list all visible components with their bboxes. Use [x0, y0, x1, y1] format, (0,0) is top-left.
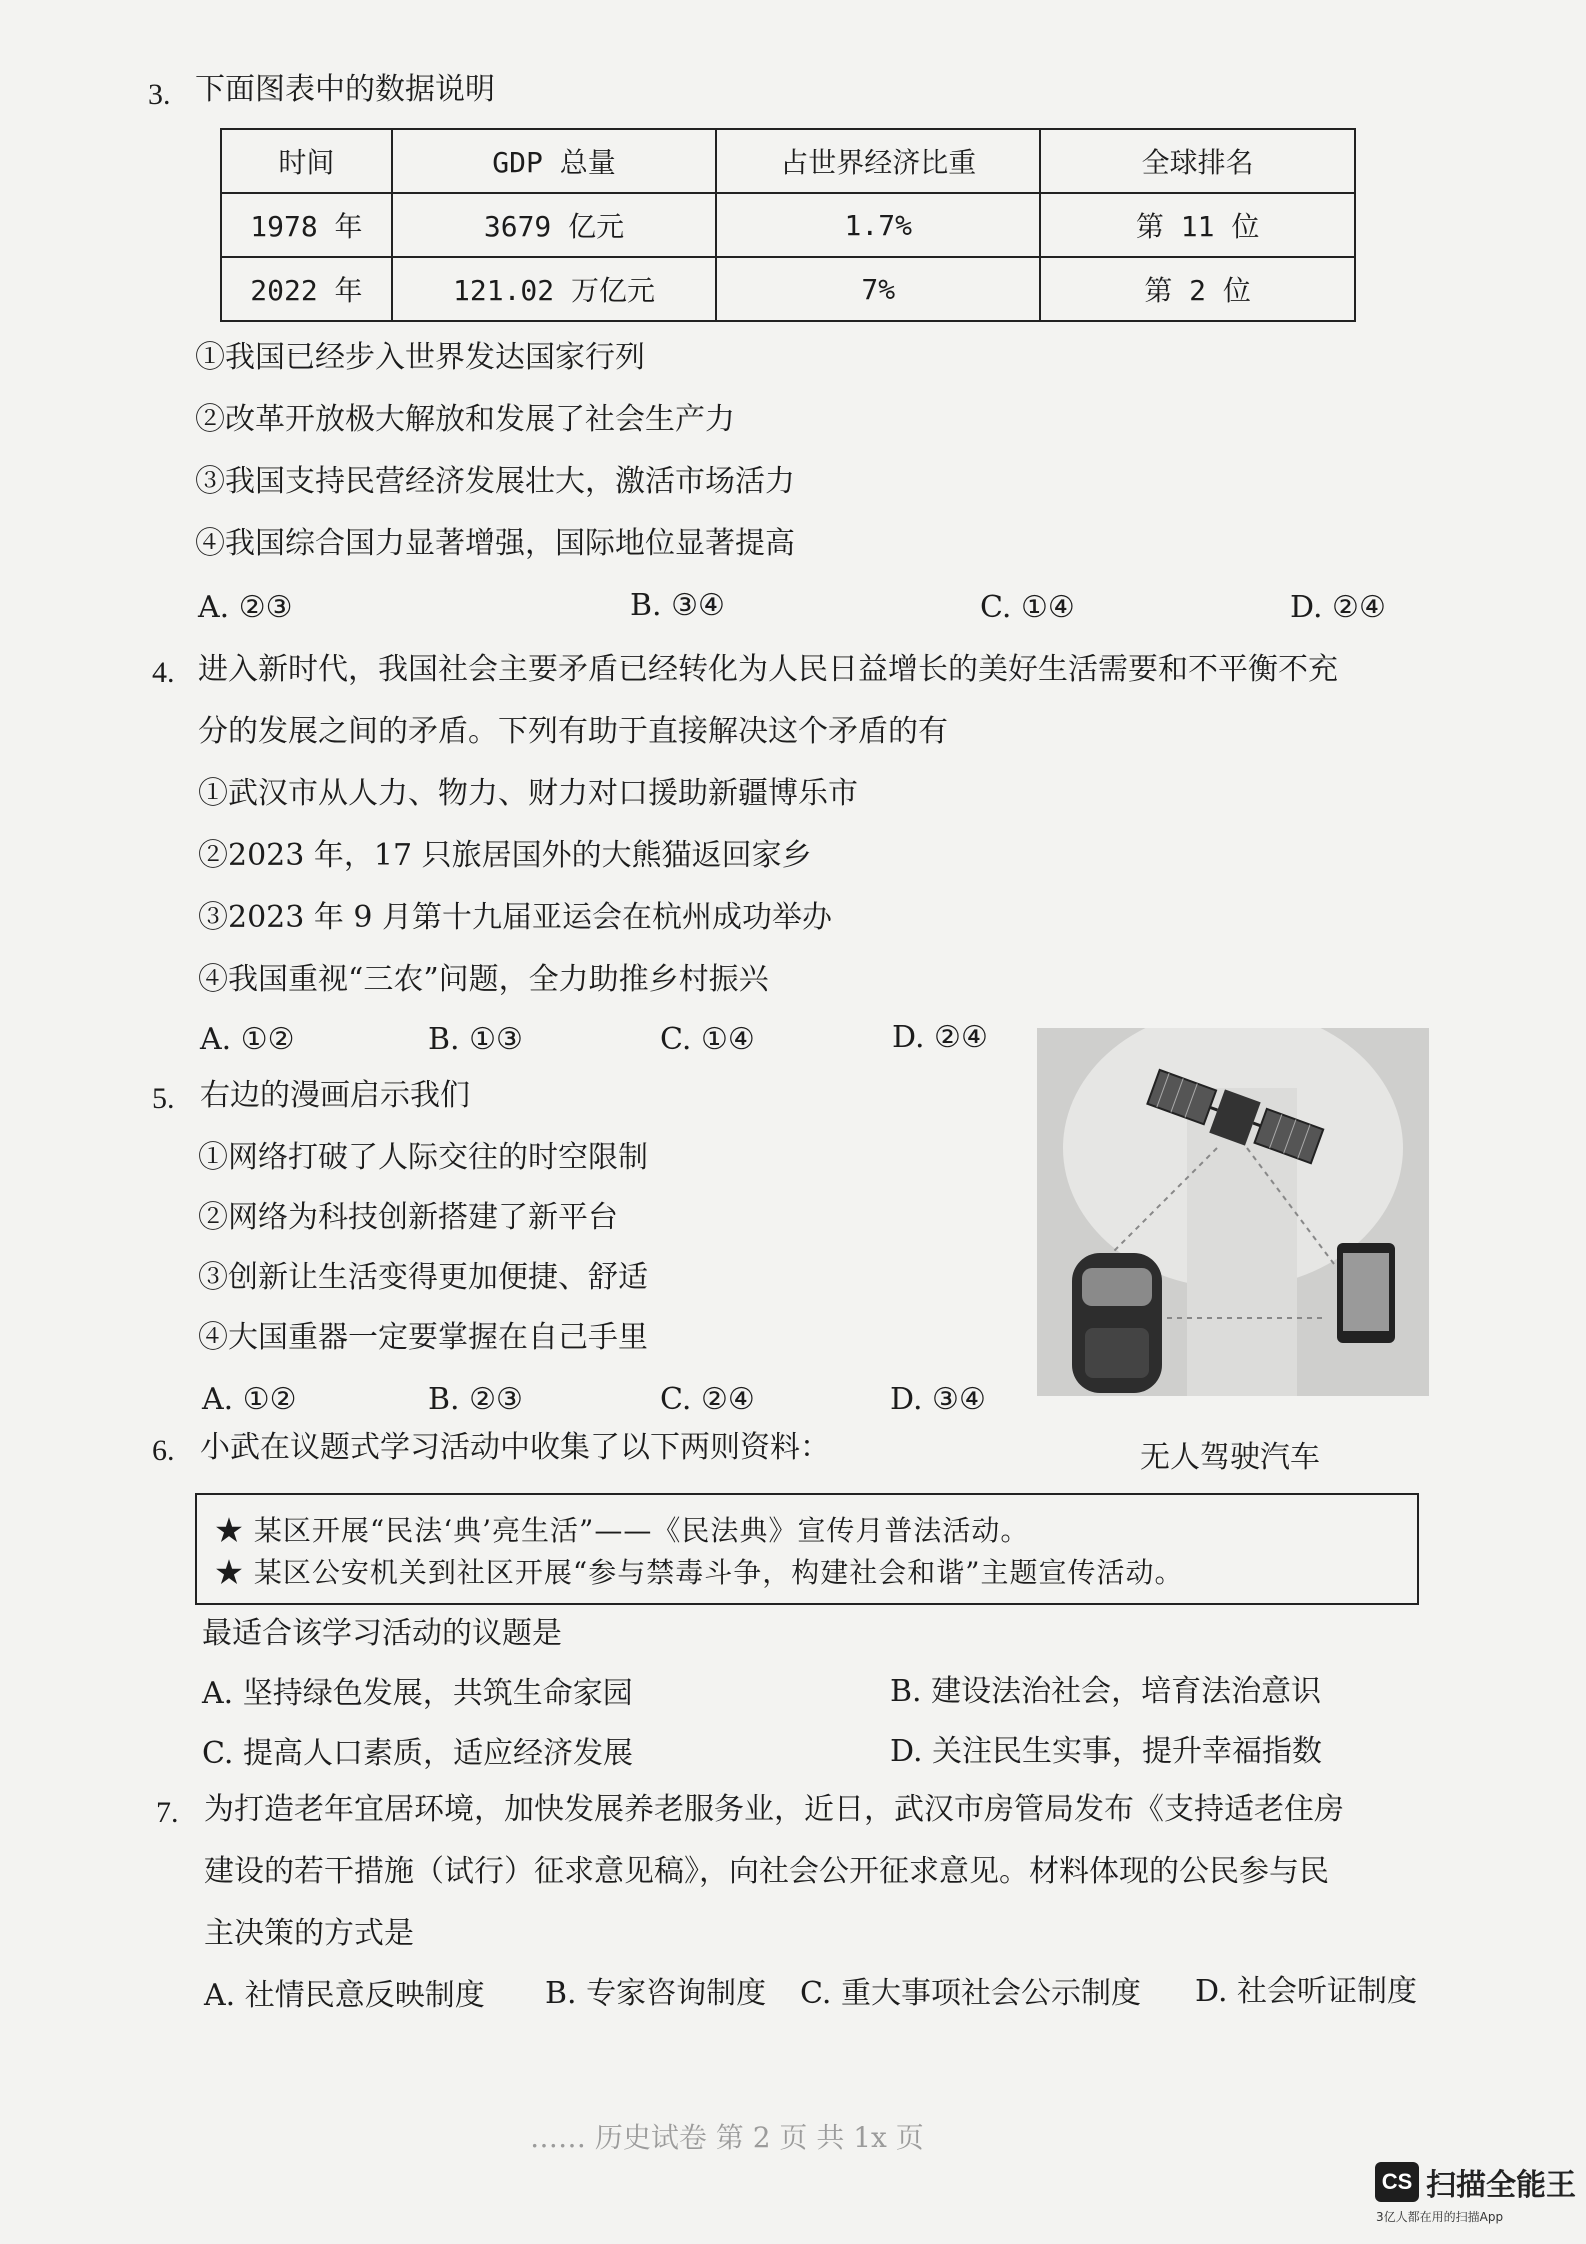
table-cell: 121.02 万亿元 [392, 257, 716, 321]
table-row [221, 257, 1355, 321]
q4-item-4: ④我国重视“三农”问题，全力助推乡村振兴 [198, 962, 769, 997]
phone-icon [1337, 1243, 1395, 1343]
q7-option-c[interactable]: C. 重大事项社会公示制度 [800, 1976, 1141, 2011]
q3-option-d[interactable]: D. ②④ [1290, 590, 1386, 625]
q3-option-a[interactable]: A. ②③ [198, 590, 293, 625]
table-cell: 7% [716, 257, 1040, 321]
comic-caption: 无人驾驶汽车 [1140, 1440, 1320, 1475]
comic-illustration [1037, 1028, 1429, 1396]
q4-item-2: ②2023 年，17 只旅居国外的大熊猫返回家乡 [198, 838, 812, 873]
q3-number: 3. [148, 78, 171, 111]
q4-stem-line1: 进入新时代，我国社会主要矛盾已经转化为人民日益增长的美好生活需要和不平衡不充 [198, 652, 1338, 687]
q3-option-b[interactable]: B. ③④ [630, 588, 725, 623]
q3-item-3: ③我国支持民营经济发展壮大，激活市场活力 [195, 464, 795, 499]
q6-option-c[interactable]: C. 提高人口素质，适应经济发展 [202, 1736, 633, 1771]
q6-option-a[interactable]: A. 坚持绿色发展，共筑生命家园 [202, 1676, 633, 1711]
q5-stem: 右边的漫画启示我们 [200, 1078, 470, 1113]
q7-option-d[interactable]: D. 社会听证制度 [1195, 1974, 1418, 2009]
material-line-1: ★ 某区开展“民法‘典’亮生活”——《民法典》宣传月普法活动。 [215, 1514, 1030, 1547]
q4-number: 4. [152, 656, 175, 689]
table-header: 全球排名 [1040, 129, 1355, 193]
q3-stem: 下面图表中的数据说明 [195, 72, 495, 107]
q6-sub-question: 最适合该学习活动的议题是 [202, 1616, 562, 1651]
camscanner-tagline: 3亿人都在用的扫描App [1376, 2210, 1504, 2224]
q7-stem-line1: 为打造老年宜居环境，加快发展养老服务业，近日，武汉市房管局发布《支持适老住房 [204, 1792, 1344, 1827]
q5-option-a[interactable]: A. ①② [202, 1382, 297, 1417]
table-cell: 1978 年 [221, 193, 392, 257]
q5-option-d[interactable]: D. ③④ [890, 1382, 986, 1417]
q7-option-a[interactable]: A. 社情民意反映制度 [204, 1978, 485, 2013]
q4-item-3: ③2023 年 9 月第十九届亚运会在杭州成功举办 [198, 900, 833, 935]
gdp-table [220, 128, 1356, 322]
table-cell: 1.7% [716, 193, 1040, 257]
q6-option-b[interactable]: B. 建设法治社会，培育法治意识 [890, 1674, 1322, 1709]
camscanner-name: 扫描全能王 [1426, 2168, 1576, 2203]
q7-stem-line2: 建设的若干措施（试行）征求意见稿》，向社会公开征求意见。材料体现的公民参与民 [204, 1854, 1329, 1889]
q4-option-b[interactable]: B. ①③ [428, 1022, 523, 1057]
table-header: GDP 总量 [392, 129, 716, 193]
table-header: 时间 [221, 129, 392, 193]
q4-option-c[interactable]: C. ①④ [660, 1022, 755, 1057]
q6-stem: 小武在议题式学习活动中收集了以下两则资料： [200, 1430, 830, 1465]
camscanner-logo-icon: CS [1375, 2162, 1419, 2202]
material-line-2: ★ 某区公安机关到社区开展“参与禁毒斗争，构建社会和谐”主题宣传活动。 [215, 1556, 1184, 1589]
q3-item-2: ②改革开放极大解放和发展了社会生产力 [195, 402, 735, 437]
table-row [221, 193, 1355, 257]
comic-image [1037, 1028, 1429, 1396]
q4-option-d[interactable]: D. ②④ [892, 1020, 988, 1055]
table-header-row [221, 129, 1355, 193]
q5-number: 5. [152, 1082, 175, 1115]
q5-item-4: ④大国重器一定要掌握在自己手里 [198, 1320, 648, 1355]
q4-stem-line2: 分的发展之间的矛盾。下列有助于直接解决这个矛盾的有 [198, 714, 948, 749]
q5-item-1: ①网络打破了人际交往的时空限制 [198, 1140, 648, 1175]
table-header: 占世界经济比重 [716, 129, 1040, 193]
q7-stem-line3: 主决策的方式是 [204, 1916, 414, 1951]
car-icon [1072, 1253, 1162, 1393]
q7-option-b[interactable]: B. 专家咨询制度 [545, 1976, 767, 2011]
q3-item-4: ④我国综合国力显著增强，国际地位显著提高 [195, 526, 795, 561]
table-cell: 2022 年 [221, 257, 392, 321]
table-cell: 3679 亿元 [392, 193, 716, 257]
q5-option-b[interactable]: B. ②③ [428, 1382, 523, 1417]
q3-item-1: ①我国已经步入世界发达国家行列 [195, 340, 645, 375]
q4-item-1: ①武汉市从人力、物力、财力对口援助新疆博乐市 [198, 776, 858, 811]
page-footer: …… 历史试卷 第 2 页 共 1x 页 [530, 2121, 924, 2154]
q6-option-d[interactable]: D. 关注民生实事，提升幸福指数 [890, 1734, 1323, 1769]
q5-item-3: ③创新让生活变得更加便捷、舒适 [198, 1260, 648, 1295]
q6-number: 6. [152, 1434, 175, 1467]
q5-option-c[interactable]: C. ②④ [660, 1382, 755, 1417]
material-box [195, 1493, 1419, 1605]
q5-item-2: ②网络为科技创新搭建了新平台 [198, 1200, 618, 1235]
table-cell: 第 2 位 [1040, 257, 1355, 321]
table-cell: 第 11 位 [1040, 193, 1355, 257]
q3-option-c[interactable]: C. ①④ [980, 590, 1075, 625]
q4-option-a[interactable]: A. ①② [200, 1022, 295, 1057]
q7-number: 7. [156, 1796, 179, 1829]
